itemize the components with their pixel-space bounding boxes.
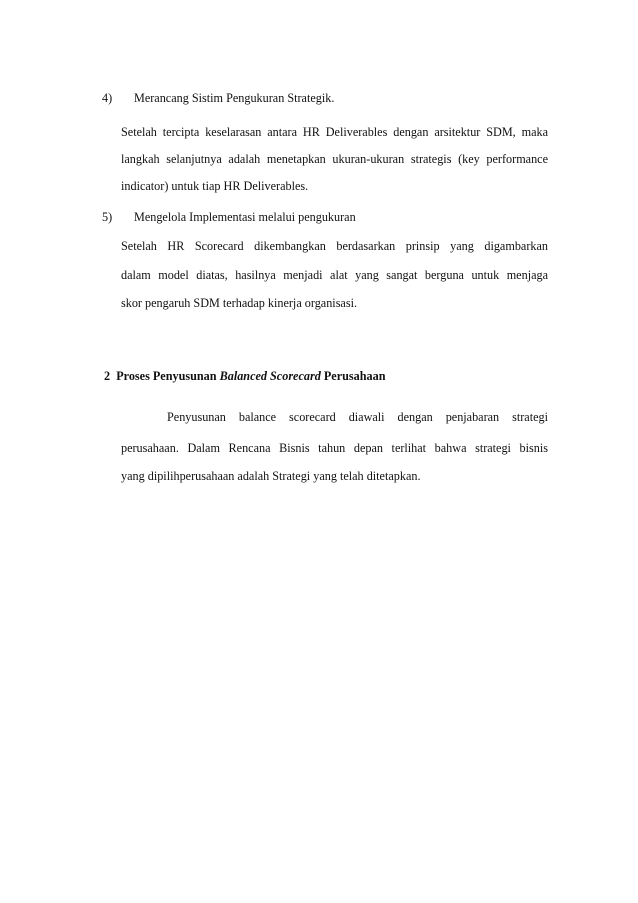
paragraph-line: yang dipilihperusahaan adalah Strategi yang telah ditetapkan. xyxy=(121,469,421,483)
section-title-prefix: Proses Penyusunan xyxy=(116,369,217,383)
paragraph-line: Setelah HR Scorecard dikembangkan berdasarkan prinsip yang digambarkan xyxy=(121,239,548,253)
section-title-suffix: Perusahaan xyxy=(323,369,386,383)
paragraph-line: langkah selanjutnya adalah menetapkan ukuran-ukuran strategis (key performance xyxy=(121,152,548,166)
paragraph-line: indicator) untuk tiap HR Deliverables. xyxy=(121,179,309,193)
item-number: 5) xyxy=(102,210,113,224)
item-title: Merancang Sistim Pengukuran Strategik. xyxy=(134,91,335,105)
paragraph-line: perusahaan. Dalam Rencana Bisnis tahun depan terlihat bahwa strategi bisnis xyxy=(121,441,548,455)
paragraph-line: Setelah tercipta keselarasan antara HR Deliverables dengan arsitektur SDM, maka xyxy=(121,125,548,139)
paragraph-line: dalam model diatas, hasilnya menjadi alat yang sangat berguna untuk menjaga xyxy=(121,268,548,282)
section-heading xyxy=(104,368,385,384)
paragraph-line: Penyusunan balance scorecard diawali dengan penjabaran strategi xyxy=(167,410,548,424)
section-number: 2 xyxy=(104,369,111,383)
item-title: Mengelola Implementasi melalui pengukuran xyxy=(134,210,356,224)
section-title-italic: Balanced Scorecard xyxy=(219,369,321,383)
paragraph-line: skor pengaruh SDM terhadap kinerja organisasi. xyxy=(121,296,358,310)
item-number: 4) xyxy=(102,91,113,105)
